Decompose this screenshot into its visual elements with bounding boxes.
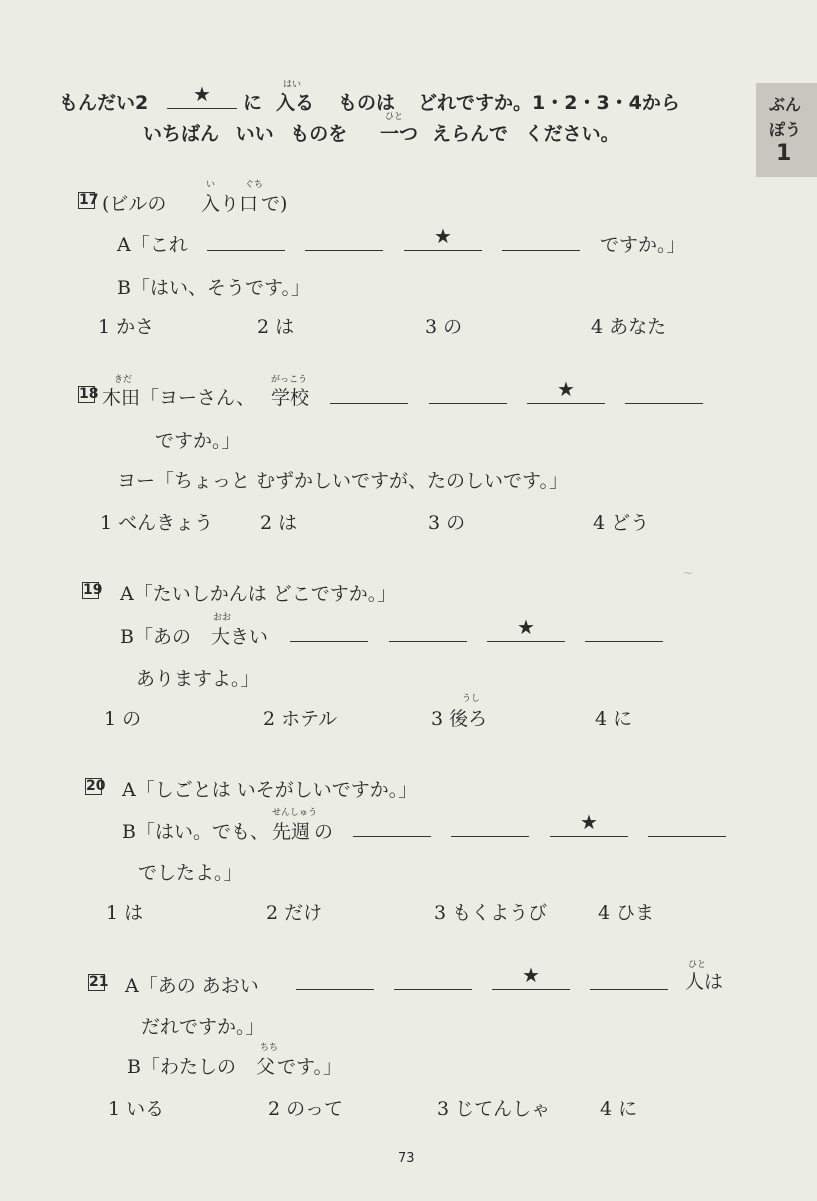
q17-context-kanji: 入り口 [201,193,259,215]
q18-option-2: 2 は [260,512,298,534]
q19-ruby-oo: おお [213,613,232,623]
q17-a-prefix: A「これ [117,234,188,256]
q18-a-mid: 「ヨーさん、 [140,387,256,409]
q21-a-end: 人は [685,971,724,993]
q17-option-2: 2 は [257,316,295,338]
q17-context-b: で) [261,193,288,215]
answer-blank [394,989,472,990]
q17-ruby-i: い [206,180,216,190]
answer-blank-star [487,617,565,642]
answer-blank [305,250,383,251]
q19-b-prefix: B「あの [120,626,191,648]
q21-option-1: 1 いる [108,1098,165,1120]
q20-kanji-senshuu: 先週 [272,821,311,843]
instructions-text-b: ものは [338,92,396,114]
ruby-hai: はい [283,80,302,90]
q18-b-line: ヨー「ちょっと むずかしいですが、たのしいです。」 [117,470,569,492]
q21-a-cont: だれですか。」 [141,1016,265,1038]
star-icon: ★ [193,82,211,106]
q19-option-4: 4 に [595,708,633,730]
q17-a-suffix: ですか。」 [600,234,686,256]
q20-option-1: 1 は [106,902,144,924]
answer-blank [590,989,668,990]
answer-blank [290,641,368,642]
instructions-kanji-hitotsu: 一つ [380,123,419,145]
q18-ruby-kida: きだ [114,375,133,385]
q21-b-prefix: B「わたしの [127,1056,236,1078]
star-icon: ★ [557,377,575,401]
answer-blank [451,836,529,837]
q19-kanji-ookii: 大きい [211,626,269,648]
question-number: 17 [79,192,99,208]
q21-option-3: 3 じてんしゃ [437,1098,551,1120]
tab-line-1: ぶん [769,95,802,114]
answer-blank [207,250,285,251]
question-number: 20 [86,778,106,794]
q17-option-1: 1 かさ [98,316,155,338]
q21-ruby-chichi: ちち [260,1043,279,1053]
star-icon: ★ [434,224,452,248]
star-icon: ★ [517,615,535,639]
tab-line-3: 1 [776,141,792,166]
q18-option-3: 3 の [428,512,466,534]
tab-line-2: ぽう [769,120,802,139]
instructions-star-blank [167,84,237,109]
answer-blank [585,641,663,642]
answer-blank-star [527,379,605,404]
answer-blank-star [550,812,628,837]
q19-option-2: 2 ホテル [263,708,338,730]
answer-blank [648,836,726,837]
star-icon: ★ [580,810,598,834]
answer-blank [296,989,374,990]
answer-blank-star [404,226,482,251]
q20-b-prefix: B「はい。でも、 [122,821,269,843]
instructions-line2-b: えらんで ください。 [432,123,620,145]
q20-option-2: 2 だけ [266,902,323,924]
instructions-title: もんだい2 [59,92,149,114]
q18-speaker: 木田 [102,387,141,409]
answer-blank [353,836,431,837]
q17-option-3: 3 の [425,316,463,338]
q17-ruby-guchi: ぐち [245,180,264,190]
answer-blank [625,403,703,404]
question-number: 21 [89,974,109,990]
answer-blank [429,403,507,404]
instructions-kanji-hairu: 入る [276,92,315,114]
q21-b-suffix: です。」 [277,1056,342,1078]
pencil-mark-icon: ~ [683,566,694,580]
q21-kanji-chichi: 父 [256,1056,276,1078]
q19-option-1: 1 の [104,708,142,730]
answer-blank [502,250,580,251]
ruby-hito: ひと [385,112,404,122]
q18-option-4: 4 どう [593,512,650,534]
q17-context-a: (ビルの [102,193,167,215]
answer-blank [389,641,467,642]
star-icon: ★ [522,963,540,987]
instructions-text-a: に [243,92,263,114]
q17-b-line: B「はい、そうです。」 [117,277,310,299]
q21-ruby-hito: ひと [688,960,707,970]
q17-option-4: 4 あなた [591,316,667,338]
q20-b-post: の [314,821,334,843]
q18-option-1: 1 べんきょう [100,512,214,534]
instructions-text-c: どれですか。1・2・3・4から [418,92,680,114]
q19-option-3: 3 後ろ [431,708,488,730]
q19-a-line: A「たいしかんは どこですか。」 [120,583,397,605]
q20-a-line: A「しごとは いそがしいですか。」 [122,779,418,801]
answer-blank [330,403,408,404]
q21-option-4: 4 に [600,1098,638,1120]
q20-option-4: 4 ひま [598,902,655,924]
q19-b-cont: ありますよ。」 [136,668,260,690]
question-number: 19 [83,582,103,598]
answer-blank-star [492,965,570,990]
q18-ruby-gakkou: がっこう [271,375,308,385]
q20-ruby-senshuu: せんしゅう [272,808,318,818]
q18-kanji-gakkou: 学校 [271,387,310,409]
page-number: 73 [398,1151,415,1166]
question-number: 18 [79,386,99,402]
q21-option-2: 2 のって [268,1098,343,1120]
q21-a-prefix: A「あの あおい [125,975,259,997]
instructions-line2-a: いちばん いい ものを [143,123,348,145]
q19-ruby-ushi: うし [462,694,481,704]
q20-b-cont: でしたよ。」 [138,862,243,884]
q18-a-cont: ですか。」 [155,430,241,452]
q20-option-3: 3 もくようび [434,902,548,924]
section-tab [756,83,817,177]
